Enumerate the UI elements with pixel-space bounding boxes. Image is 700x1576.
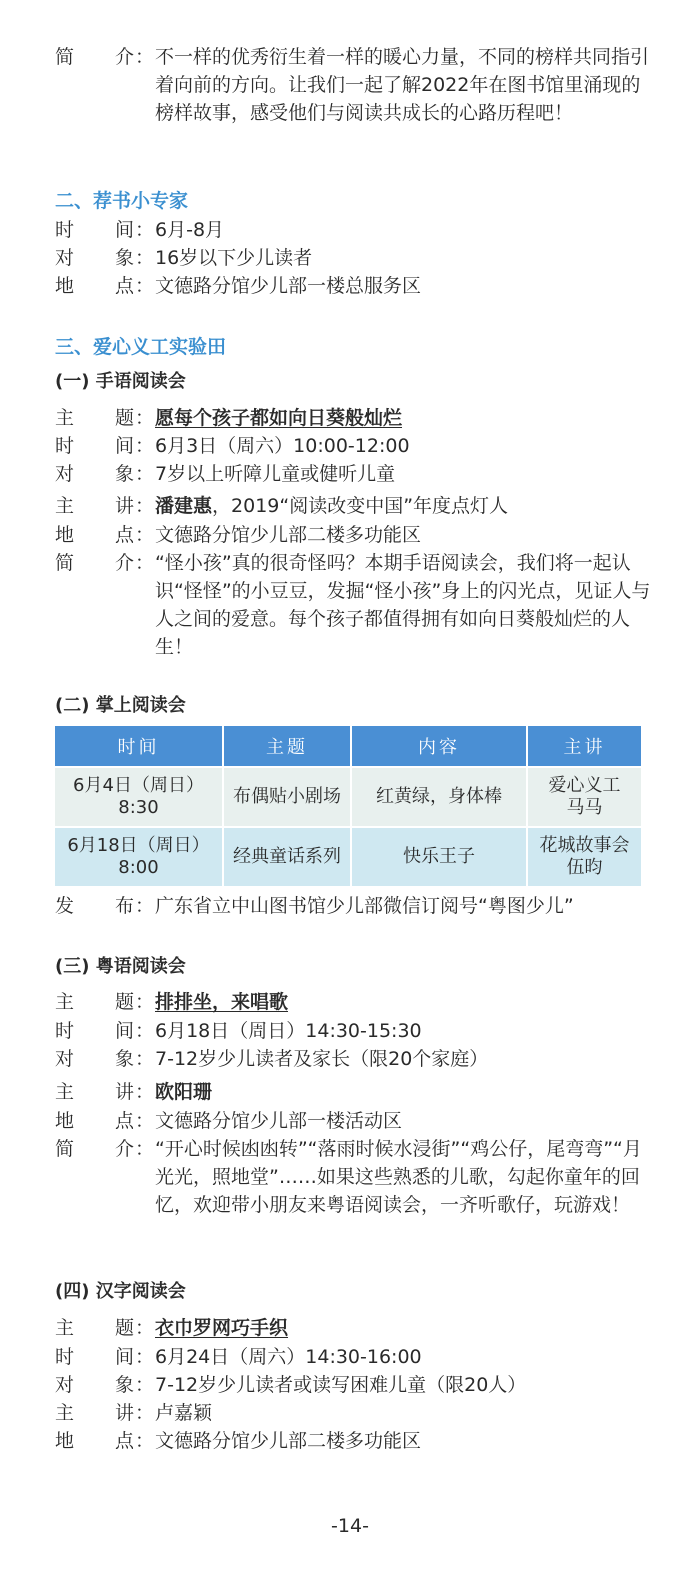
- sign-target-row: 对 象 ： 7岁以上听障儿童或健听儿童: [55, 460, 655, 488]
- sign-place: 文德路分馆少儿部二楼多功能区: [155, 524, 422, 546]
- sign-speaker-row: 主 讲 ： 潘建惠，2019“阅读改变中国”年度点灯人: [55, 492, 655, 520]
- hanzi-target: 7-12岁少儿读者或读写困难儿童（限20人）: [155, 1374, 527, 1396]
- intro-text: 不一样的优秀衍生着一样的暖心力量，不同的榜样共同指引着向前的方向。让我们一起了解2022年在图书馆里涌现的榜样故事，感受他们与阅读共成长的心路历程吧！: [155, 46, 650, 124]
- cell-theme: 经典童话系列: [223, 827, 351, 886]
- sign-target: 7岁以上听障儿童或健听儿童: [155, 463, 396, 485]
- hanzi-time-row: 时 间 ： 6月24日（周六）14:30-16:00: [55, 1343, 655, 1371]
- cantonese-intro-row: 简 介 ： “开心时候凼凼转”“落雨时候水浸街”“鸡公仔，尾弯弯”“月光光，照地堂”……如果这些熟悉的儿歌，勾起你童年的回忆，欢迎带小朋友来粤语阅读会，一齐听歌仔，玩游戏！: [55, 1135, 655, 1219]
- cantonese-place-row: 地 点 ： 文德路分馆少儿部一楼活动区: [55, 1107, 655, 1135]
- cell-time: 6月18日（周日） 8:00: [55, 827, 223, 886]
- cantonese-speaker: 欧阳珊: [155, 1081, 213, 1103]
- section2-target: 16岁以下少儿读者: [155, 247, 313, 269]
- intro-row: 简 介 ： 不一样的优秀衍生着一样的暖心力量，不同的榜样共同指引着向前的方向。让我们一起了解2022年在图书馆里涌现的榜样故事，感受他们与阅读共成长的心路历程吧！: [55, 43, 655, 127]
- palm-publish-row: 发 布 ： 广东省立中山图书馆少儿部微信订阅号“粤图少儿”: [55, 892, 655, 920]
- section3-heading: 三、爱心义工实验田: [55, 336, 227, 358]
- sign-time-row: 时 间 ： 6月3日（周六）10:00-12:00: [55, 432, 655, 460]
- col-content-header: 内容: [351, 726, 527, 767]
- sign-speaker: 潘建惠，2019“阅读改变中国”年度点灯人: [155, 495, 509, 517]
- col-time-header: 时间: [55, 726, 223, 767]
- palm-reading-heading: (二) 掌上阅读会: [55, 695, 186, 716]
- cantonese-reading-heading: (三) 粤语阅读会: [55, 956, 186, 977]
- section2-time: 6月-8月: [155, 219, 225, 241]
- sign-place-row: 地 点 ： 文德路分馆少儿部二楼多功能区: [55, 521, 655, 549]
- cell-speaker: 花城故事会 伍昀: [527, 827, 641, 886]
- sign-theme-row: 主 题 ： 愿每个孩子都如向日葵般灿烂: [55, 404, 655, 432]
- sign-reading-heading: (一) 手语阅读会: [55, 371, 186, 392]
- table-row: [55, 827, 641, 886]
- cell-theme: 布偶贴小剧场: [223, 767, 351, 827]
- cantonese-theme-row: 主 题 ： 排排坐，来唱歌: [55, 988, 655, 1016]
- section2-heading: 二、荐书小专家: [55, 190, 189, 212]
- hanzi-theme-row: 主 题 ： 衣巾罗网巧手织: [55, 1314, 655, 1342]
- cell-content: 红黄绿，身体棒: [351, 767, 527, 827]
- section2-place: 文德路分馆少儿部一楼总服务区: [155, 275, 422, 297]
- cell-speaker: 爱心义工 马马: [527, 767, 641, 827]
- col-theme-header: 主题: [223, 726, 351, 767]
- palm-publish: 广东省立中山图书馆少儿部微信订阅号“粤图少儿”: [155, 895, 574, 917]
- cantonese-place: 文德路分馆少儿部一楼活动区: [155, 1110, 403, 1132]
- cell-time: 6月4日（周日） 8:30: [55, 767, 223, 827]
- page-number: -14-: [331, 1515, 369, 1537]
- table-row: [55, 767, 641, 827]
- hanzi-speaker: 卢嘉颖: [155, 1402, 213, 1424]
- hanzi-theme: 衣巾罗网巧手织: [155, 1317, 289, 1339]
- sign-intro-row: 简 介 ： “怪小孩”真的很奇怪吗？本期手语阅读会，我们将一起认识“怪怪”的小豆豆，发掘“怪小孩”身上的闪光点，见证人与人之间的爱意。每个孩子都值得拥有如向日葵般灿烂的人生！: [55, 549, 655, 661]
- sign-intro: “怪小孩”真的很奇怪吗？本期手语阅读会，我们将一起认识“怪怪”的小豆豆，发掘“怪小孩”身上的闪光点，见证人与人之间的爱意。每个孩子都值得拥有如向日葵般灿烂的人生！: [155, 552, 651, 658]
- hanzi-target-row: 对 象 ： 7-12岁少儿读者或读写困难儿童（限20人）: [55, 1371, 655, 1399]
- sign-time: 6月3日（周六）10:00-12:00: [155, 435, 410, 457]
- hanzi-place-row: 地 点 ： 文德路分馆少儿部二楼多功能区: [55, 1427, 655, 1455]
- cantonese-target: 7-12岁少儿读者及家长（限20个家庭）: [155, 1048, 489, 1070]
- cantonese-speaker-row: 主 讲 ： 欧阳珊: [55, 1078, 655, 1106]
- cantonese-theme: 排排坐，来唱歌: [155, 991, 289, 1013]
- cantonese-intro: “开心时候凼凼转”“落雨时候水浸街”“鸡公仔，尾弯弯”“月光光，照地堂”……如果这些熟悉的儿歌，勾起你童年的回忆，欢迎带小朋友来粤语阅读会，一齐听歌仔，玩游戏！: [155, 1138, 642, 1216]
- section2-target-row: 对 象 ： 16岁以下少儿读者: [55, 244, 655, 272]
- cantonese-time: 6月18日（周日）14:30-15:30: [155, 1020, 422, 1042]
- palm-reading-table: [55, 726, 641, 886]
- col-speaker-header: 主讲: [527, 726, 641, 767]
- sign-theme: 愿每个孩子都如向日葵般灿烂: [155, 407, 403, 429]
- section2-place-row: 地 点 ： 文德路分馆少儿部一楼总服务区: [55, 272, 655, 300]
- cantonese-time-row: 时 间 ： 6月18日（周日）14:30-15:30: [55, 1017, 655, 1045]
- hanzi-place: 文德路分馆少儿部二楼多功能区: [155, 1430, 422, 1452]
- section2-time-row: 时 间 ： 6月-8月: [55, 216, 655, 244]
- hanzi-time: 6月24日（周六）14:30-16:00: [155, 1346, 422, 1368]
- hanzi-speaker-row: 主 讲 ： 卢嘉颖: [55, 1399, 655, 1427]
- cell-content: 快乐王子: [351, 827, 527, 886]
- hanzi-reading-heading: (四) 汉字阅读会: [55, 1281, 186, 1302]
- cantonese-target-row: 对 象 ： 7-12岁少儿读者及家长（限20个家庭）: [55, 1045, 655, 1073]
- table-header-row: [55, 726, 641, 767]
